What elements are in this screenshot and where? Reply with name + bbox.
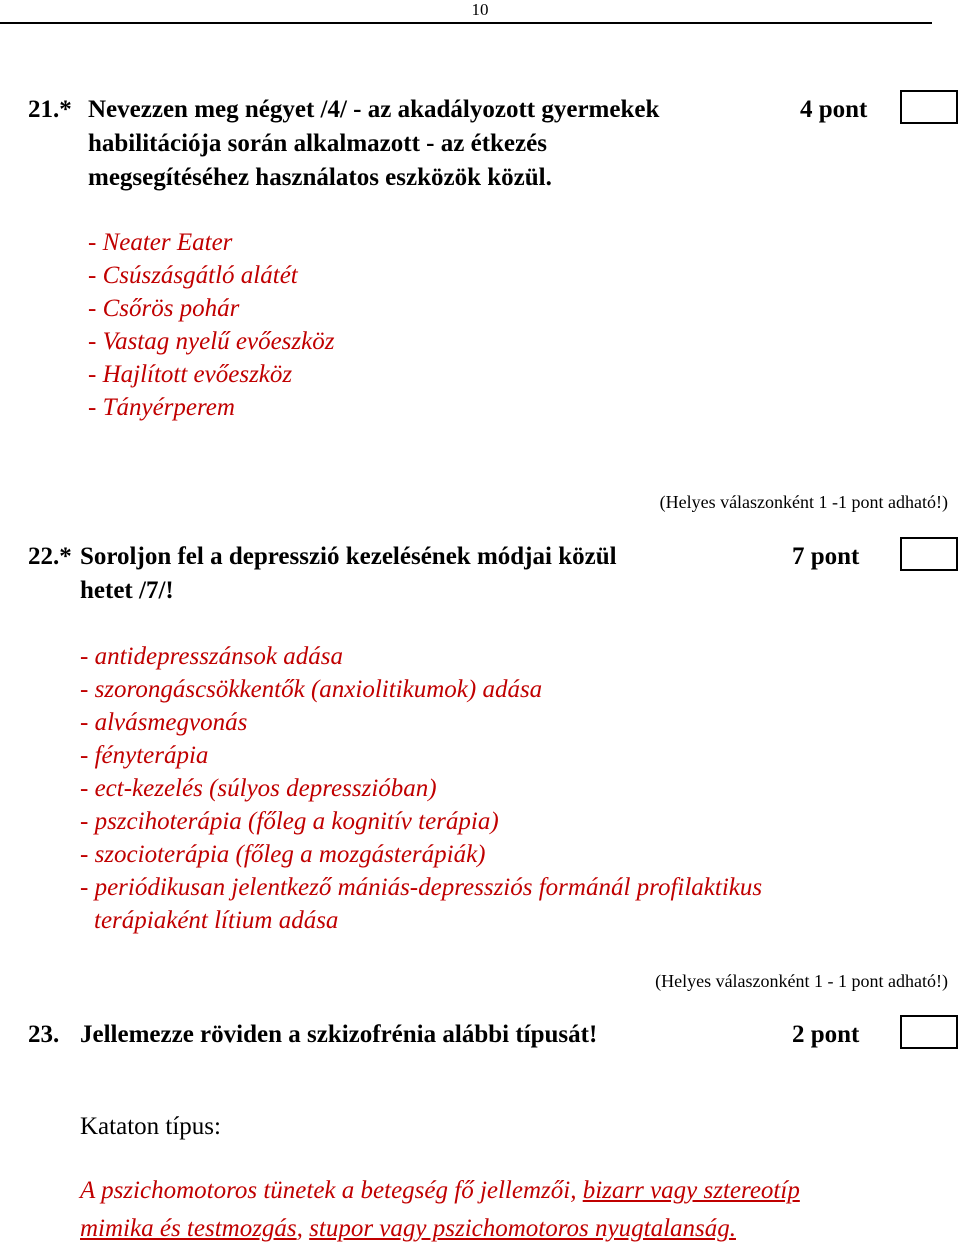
question-21-answers — [88, 226, 334, 424]
question-22-answers — [80, 640, 762, 937]
question-22-number: 22.* — [28, 543, 72, 570]
answer-item: - szorongáscsökkentők (anxiolitikumok) adása — [80, 676, 543, 703]
answer-item: - periódikusan jelentkező mániás-depressziós formánál profilaktikus — [80, 874, 763, 901]
page-number: 10 — [471, 0, 489, 19]
question-23-subheading: Kataton típus: — [80, 1113, 221, 1140]
question-21-scoring-note: (Helyes válaszonként 1 -1 pont adható!) — [659, 492, 948, 512]
answer-item: - Csúszásgátló alátét — [88, 262, 298, 289]
answer-item: - fényterápia — [80, 742, 209, 769]
header-rule — [0, 22, 932, 24]
question-23-answer — [80, 1172, 800, 1248]
question-21-points: 4 pont — [800, 96, 868, 123]
answer-separator: , — [296, 1215, 310, 1242]
answer-item: - szocioterápia (főleg a mozgásterápiák) — [80, 841, 486, 868]
question-22-line-1: Soroljon fel a depresszió kezelésének módjai közül — [80, 543, 617, 570]
question-22-scoring-note: (Helyes válaszonként 1 - 1 pont adható!) — [655, 971, 948, 991]
question-23-points: 2 pont — [792, 1021, 860, 1048]
question-22-points: 7 pont — [792, 543, 860, 570]
question-21-line-3: megsegítéséhez használatos eszközök közül. — [88, 164, 552, 191]
question-23-answer-line-2 — [80, 1210, 800, 1248]
answer-item: - antidepresszánsok adása — [80, 643, 343, 670]
answer-underlined-part: mimika és testmozgás — [80, 1215, 297, 1242]
answer-item-continuation: terápiaként lítium adása — [94, 907, 339, 934]
question-22-text — [80, 540, 617, 608]
answer-item: - pszcihoterápia (főleg a kognitív terápia) — [80, 808, 499, 835]
question-21-score-box[interactable] — [900, 90, 958, 124]
question-21-text — [88, 93, 659, 195]
answer-underlined-part: stupor vagy pszichomotoros nyugtalanság. — [309, 1215, 736, 1242]
question-21-line-1: Nevezzen meg négyet /4/ - az akadályozott gyermekek — [88, 96, 660, 123]
answer-underlined-part: bizarr vagy sztereotíp — [582, 1177, 800, 1204]
question-22-line-2: hetet /7/! — [80, 577, 174, 604]
question-23-score-box[interactable] — [900, 1015, 958, 1049]
question-22-score-box[interactable] — [900, 537, 958, 571]
answer-item: - Hajlított evőeszköz — [88, 361, 293, 388]
question-21-number: 21.* — [28, 96, 72, 123]
question-23-text — [80, 1018, 597, 1052]
question-23-line-1: Jellemezze röviden a szkizofrénia alábbi típusát! — [80, 1021, 598, 1048]
answer-item: - alvásmegvonás — [80, 709, 248, 736]
answer-item: - ect-kezelés (súlyos depresszióban) — [80, 775, 437, 802]
answer-text-part: A pszichomotoros tünetek a betegség fő jellemzői, — [80, 1177, 583, 1204]
answer-item: - Csőrös pohár — [88, 295, 240, 322]
answer-item: - Vastag nyelű evőeszköz — [88, 328, 335, 355]
question-21-line-2: habilitációja során alkalmazott - az étkezés — [88, 130, 547, 157]
question-23-number: 23. — [28, 1021, 60, 1048]
answer-item: - Tányérperem — [88, 394, 235, 421]
question-23-answer-line-1 — [80, 1172, 800, 1210]
answer-item: - Neater Eater — [88, 229, 233, 256]
